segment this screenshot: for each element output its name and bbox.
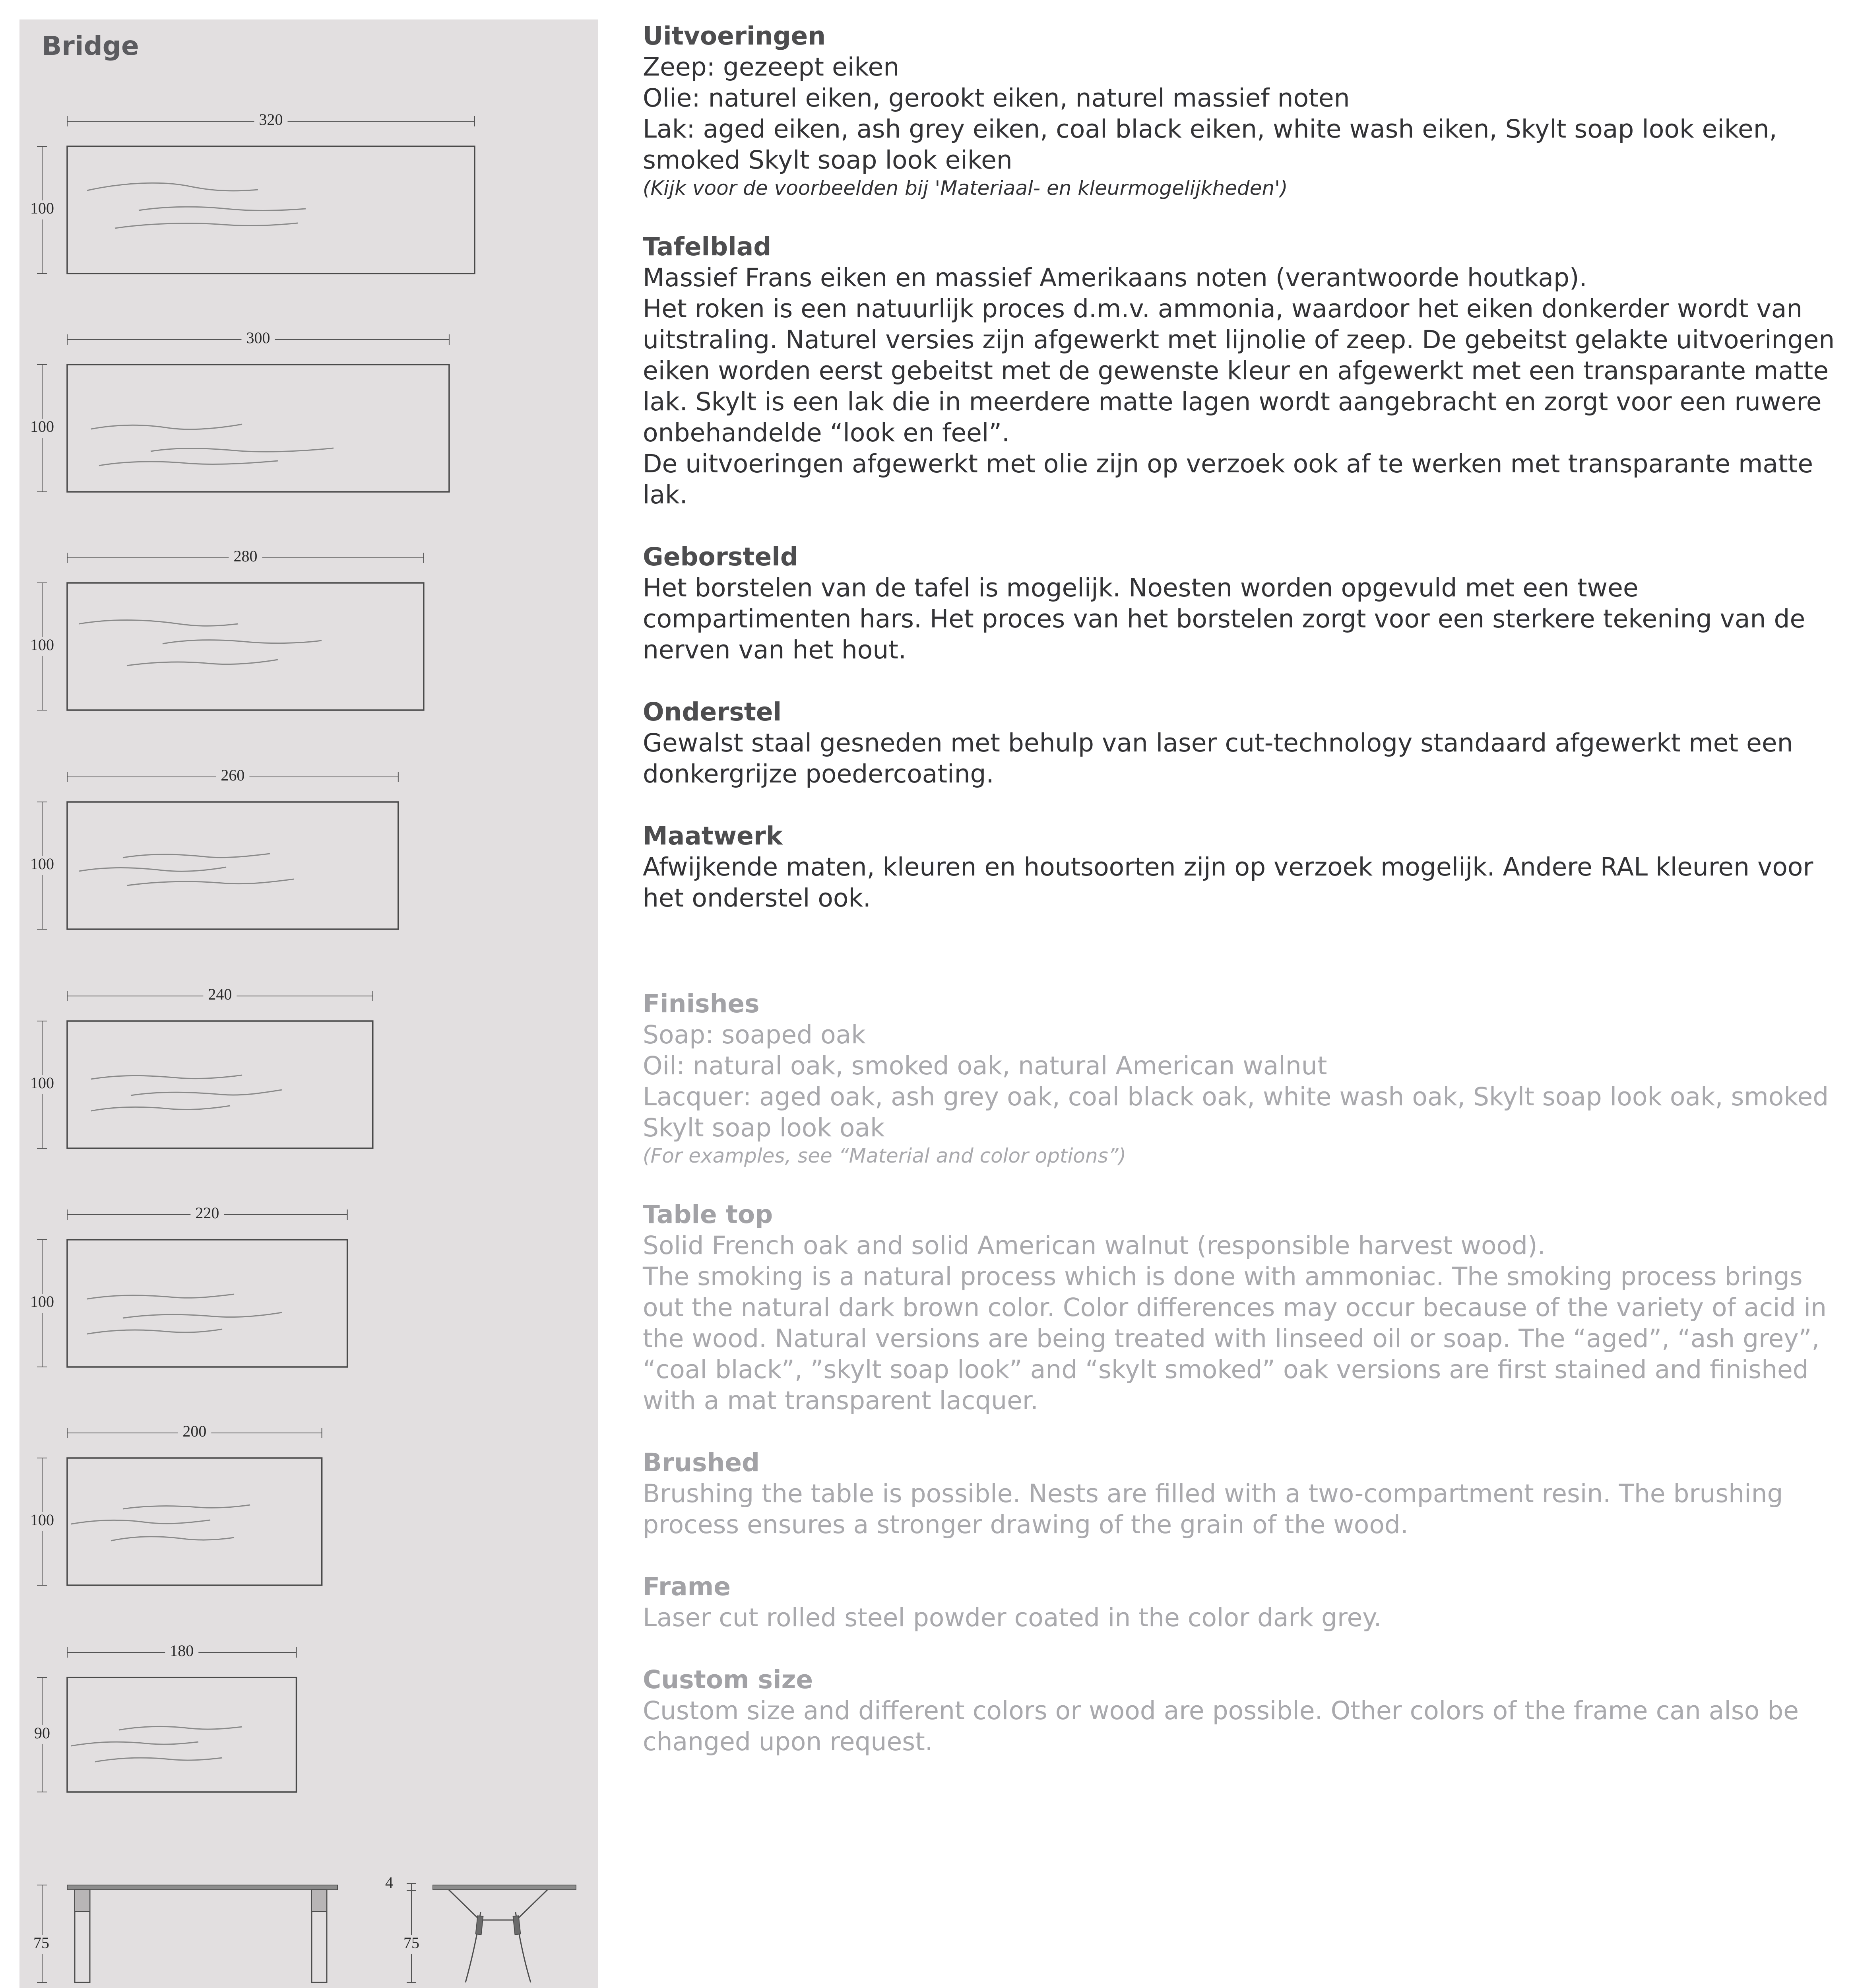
thickness-label: 4 <box>385 1873 393 1892</box>
width-label: 90 <box>34 1724 50 1742</box>
wood-grain-line <box>127 660 278 666</box>
section-tafelblad <box>643 231 1839 511</box>
table-top-outline <box>67 583 424 710</box>
leg-bracket <box>75 1890 90 1912</box>
leg-bracket <box>312 1890 327 1912</box>
table-top-view-200x100 <box>26 1422 322 1585</box>
wood-grain-line <box>131 1090 282 1095</box>
frame-crossbar <box>449 1890 547 1920</box>
wood-grain-line <box>111 1537 234 1541</box>
wood-grain-line <box>87 183 258 191</box>
wood-grain-line <box>163 640 322 644</box>
side-view-drawing <box>27 1885 337 1988</box>
dimension-panel <box>19 19 598 1988</box>
table-top-outline <box>67 802 398 929</box>
text-line: Lacquer: aged oak, ash grey oak, coal black oak, white wash oak, Skylt soap look oak, smoked Skylt soap look oak <box>643 1082 1829 1142</box>
wood-grain-line <box>71 1742 198 1746</box>
section-title: Onderstel <box>643 697 782 726</box>
text-line: Massief Frans eiken en massief Amerikaans noten (verantwoorde houtkap). <box>643 263 1587 292</box>
length-label: 300 <box>246 329 270 347</box>
table-top-view-220x100 <box>26 1204 347 1367</box>
text-line: Gewalst staal gesneden met behulp van laser cut-technology standaard afgewerkt met een donkergrijze poedercoating. <box>643 728 1793 788</box>
wood-grain-line <box>79 867 226 871</box>
text-line: Brushing the table is possible. Nests are filled with a two-compartment resin. The brushing process ensures a stronger drawing of the grain of the wood. <box>643 1479 1783 1539</box>
wood-grain-line <box>91 1075 242 1079</box>
table-top-edge <box>67 1885 337 1890</box>
section-title: Table top <box>643 1200 773 1229</box>
text-line: Olie: naturel eiken, gerookt eiken, naturel massief noten <box>643 83 1350 113</box>
section-onderstel <box>643 697 1839 790</box>
width-label: 100 <box>30 199 54 217</box>
width-label: 100 <box>30 1293 54 1311</box>
section-geborsteld <box>643 542 1839 666</box>
section-title: Custom size <box>643 1665 813 1694</box>
section-title: Uitvoeringen <box>643 21 826 50</box>
section-maatwerk <box>643 821 1839 914</box>
dimension-drawings <box>19 19 598 1988</box>
section-brushed <box>643 1447 1839 1540</box>
wood-grain-line <box>79 620 238 626</box>
table-top-outline <box>67 1021 373 1148</box>
section-finishes <box>643 988 1839 1168</box>
wood-grain-line <box>119 1726 242 1730</box>
width-label: 100 <box>30 1074 54 1092</box>
text-line: Lak: aged eiken, ash grey eiken, coal black eiken, white wash eiken, Skylt soap look eiken, smoked Skylt soap look eiken <box>643 115 1777 175</box>
wood-grain-line <box>95 1758 222 1762</box>
wood-grain-line <box>87 1294 234 1299</box>
text-line: Zeep: gezeept eiken <box>643 52 900 82</box>
section-table-top <box>643 1199 1839 1416</box>
wood-grain-line <box>91 1106 230 1111</box>
length-label: 280 <box>233 547 258 565</box>
height-label: 75 <box>403 1934 419 1952</box>
text-line: Solid French oak and solid American walnut (responsible harvest wood). <box>643 1231 1546 1260</box>
text-line: Het roken is een natuurlijk proces d.m.v. ammonia, waardoor het eiken donkerder wordt van uitstraling. Naturel versies zijn afgewerkt met lijnolie of zeep. De gebeitst gelakte uitvoeringen eiken worden eerst gebeitst met de gewenste kleur en afgewerkt met een transparante matte lak. Skylt is een lak die in meerdere matte lagen wordt aangebracht en zorgt voor een ruwere onbehandelde “look en feel”. <box>643 294 1835 447</box>
width-label: 100 <box>30 1511 54 1529</box>
wood-grain-line <box>123 1505 250 1509</box>
text-line: De uitvoeringen afgewerkt met olie zijn op verzoek ook af te werken met transparante matte lak. <box>643 449 1813 509</box>
table-top-outline <box>67 1240 347 1367</box>
wood-grain-line <box>139 207 306 210</box>
wood-grain-line <box>91 424 242 429</box>
text-line: Custom size and different colors or wood are possible. Other colors of the frame can also be changed upon request. <box>643 1696 1799 1756</box>
width-label: 100 <box>30 417 54 436</box>
specification-text <box>643 21 1839 1788</box>
section-frame <box>643 1571 1839 1633</box>
wood-grain-line <box>127 879 294 885</box>
section-title: Tafelblad <box>643 232 772 261</box>
wood-grain-line <box>123 1312 282 1318</box>
section-title: Finishes <box>643 989 760 1018</box>
language-divider <box>643 945 1839 988</box>
section-title: Maatwerk <box>643 821 783 850</box>
wood-grain-line <box>99 461 278 466</box>
text-line: The smoking is a natural process which is done with ammoniac. The smoking process brings out the natural dark brown color. Color differences may occur because of the variety of acid in the wood. Natural versions are being treated with linseed oil or soap. The “aged”, “ash grey”, “coal black”, ”skylt soap look” and “skylt smoked” oak versions are first stained and finished with a mat transparent lacquer. <box>643 1262 1827 1415</box>
table-top-view-280x100 <box>26 547 424 710</box>
section-title: Geborsteld <box>643 542 798 571</box>
text-line: Afwijkende maten, kleuren en houtsoorten zijn op verzoek mogelijk. Andere RAL kleuren voor het onderstel ook. <box>643 852 1813 912</box>
wood-grain-line <box>115 223 298 228</box>
height-label: 75 <box>33 1934 49 1952</box>
text-line: Het borstelen van de tafel is mogelijk. Noesten worden opgevuld met een twee compartimenten hars. Het proces van het borstelen zorgt voor een sterkere tekening van de nerven van het hout. <box>643 573 1805 664</box>
product-name: Bridge <box>42 31 139 61</box>
section-title: Brushed <box>643 1448 760 1477</box>
table-top-edge <box>433 1885 576 1890</box>
section-title: Frame <box>643 1572 731 1601</box>
length-label: 240 <box>208 985 232 1004</box>
table-top-view-260x100 <box>26 766 398 929</box>
wood-grain-line <box>151 448 334 452</box>
end-view-drawing <box>385 1873 576 1982</box>
text-line: Oil: natural oak, smoked oak, natural American walnut <box>643 1051 1327 1080</box>
leg-bracket <box>513 1916 521 1934</box>
width-label: 100 <box>30 636 54 654</box>
wood-grain-line <box>123 854 270 858</box>
length-label: 220 <box>195 1204 219 1222</box>
table-top-outline <box>67 1677 297 1792</box>
table-top-view-300x100 <box>26 329 449 492</box>
table-top-view-240x100 <box>26 985 373 1148</box>
table-top-view-320x100 <box>26 111 475 274</box>
note: (For examples, see “Material and color options”) <box>643 1144 1127 1167</box>
section-custom-size <box>643 1664 1839 1757</box>
leg-bracket <box>476 1916 483 1934</box>
wood-grain-line <box>71 1520 210 1524</box>
table-top-outline <box>67 365 449 492</box>
text-line: Laser cut rolled steel powder coated in the color dark grey. <box>643 1603 1382 1632</box>
length-label: 200 <box>182 1422 207 1441</box>
section-uitvoeringen <box>643 21 1839 200</box>
wood-grain-line <box>87 1329 222 1334</box>
width-label: 100 <box>30 855 54 873</box>
length-label: 260 <box>221 766 245 784</box>
table-top-view-180x90 <box>26 1642 297 1792</box>
length-label: 180 <box>170 1642 194 1660</box>
text-line: Soap: soaped oak <box>643 1020 866 1049</box>
length-label: 320 <box>259 111 283 129</box>
note: (Kijk voor de voorbeelden bij 'Materiaal- en kleurmogelijkheden') <box>643 177 1288 200</box>
